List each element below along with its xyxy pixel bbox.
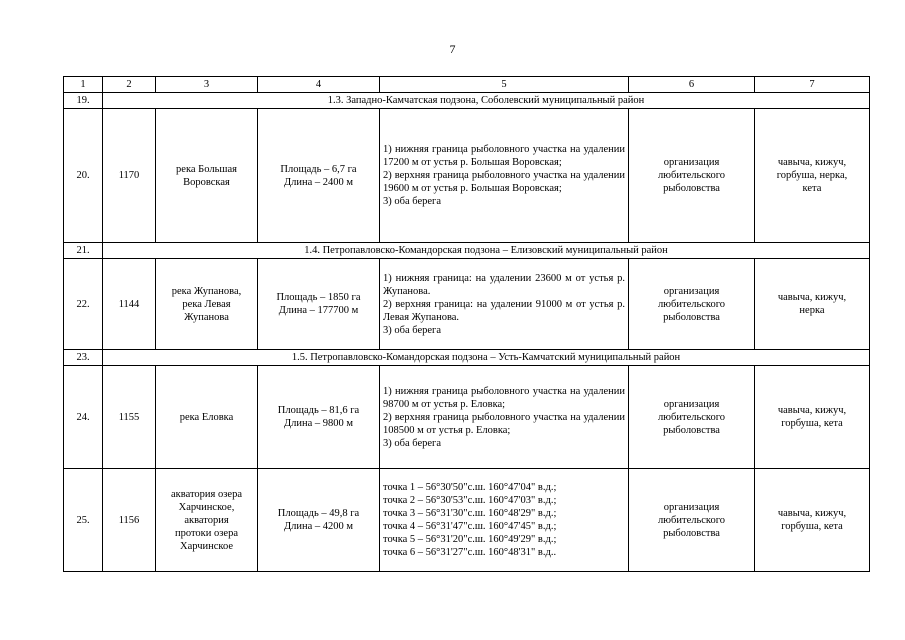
fishing-areas-table — [63, 76, 870, 572]
water-body-name: река Жупанова, река Левая Жупанова — [156, 259, 258, 350]
boundary-description — [380, 259, 629, 350]
description-line: 2) верхняя граница: на удалении 91000 м от устья р. Левая Жупанова. — [383, 298, 625, 323]
usage-purpose: организация любительского рыболовства — [629, 259, 755, 350]
table-row — [64, 469, 870, 572]
table-row — [64, 109, 870, 243]
water-body-name: акватория озера Харчинское, акватория протоки озера Харчинское — [156, 469, 258, 572]
page-number: 7 — [449, 42, 456, 56]
section-row — [64, 350, 870, 366]
area-size: Площадь – 81,6 га Длина – 9800 м — [258, 366, 380, 469]
row-number: 24. — [64, 366, 103, 469]
water-body-name: река Большая Воровская — [156, 109, 258, 243]
water-body-name: река Еловка — [156, 366, 258, 469]
area-code: 1156 — [103, 469, 156, 572]
fish-species: чавыча, кижуч, горбуша, кета — [755, 366, 870, 469]
row-number: 21. — [64, 243, 103, 259]
section-title: 1.5. Петропавловско-Командорская подзона – Усть-Камчатский муниципальный район — [103, 350, 870, 366]
fish-species: чавыча, кижуч, горбуша, кета — [755, 469, 870, 572]
section-title: 1.4. Петропавловско-Командорская подзона – Елизовский муниципальный район — [103, 243, 870, 259]
usage-purpose: организация любительского рыболовства — [629, 109, 755, 243]
description-line: точка 3 – 56°31'30"с.ш. 160°48'29" в.д.; — [383, 508, 557, 519]
description-line: 2) верхняя граница рыболовного участка на удалении 19600 м от устья р. Большая Воровская; — [383, 170, 625, 194]
table-row — [64, 259, 870, 350]
description-line: точка 4 – 56°31'47"с.ш. 160°47'45" в.д.; — [383, 521, 557, 532]
boundary-description — [380, 366, 629, 469]
column-number: 1 — [64, 77, 103, 93]
usage-purpose: организация любительского рыболовства — [629, 469, 755, 572]
usage-purpose: организация любительского рыболовства — [629, 366, 755, 469]
row-number: 25. — [64, 469, 103, 572]
column-number: 3 — [156, 77, 258, 93]
section-title: 1.3. Западно-Камчатская подзона, Соболевский муниципальный район — [103, 93, 870, 109]
boundary-description — [380, 469, 629, 572]
description-line: 1) нижняя граница: на удалении 23600 м от устья р. Жупанова. — [383, 272, 625, 297]
row-number: 20. — [64, 109, 103, 243]
section-row — [64, 93, 870, 109]
description-line: 3) оба берега — [383, 437, 441, 449]
row-number: 22. — [64, 259, 103, 350]
description-line: 1) нижняя граница рыболовного участка на удалении 98700 м от устья р. Еловка; — [383, 385, 625, 410]
description-line: 3) оба берега — [383, 324, 441, 336]
description-line: 2) верхняя граница рыболовного участка на удалении 108500 м от устья р. Еловка; — [383, 411, 625, 436]
column-number: 6 — [629, 77, 755, 93]
section-row — [64, 243, 870, 259]
boundary-description — [380, 109, 629, 243]
area-size: Площадь – 6,7 га Длина – 2400 м — [258, 109, 380, 243]
area-code: 1170 — [103, 109, 156, 243]
column-number-row — [64, 77, 870, 93]
column-number: 4 — [258, 77, 380, 93]
description-line: точка 2 – 56°30'53"с.ш. 160°47'03" в.д.; — [383, 495, 557, 506]
area-code: 1155 — [103, 366, 156, 469]
area-size: Площадь – 49,8 га Длина – 4200 м — [258, 469, 380, 572]
row-number: 19. — [64, 93, 103, 109]
row-number: 23. — [64, 350, 103, 366]
column-number: 2 — [103, 77, 156, 93]
fish-species: чавыча, кижуч, нерка — [755, 259, 870, 350]
area-size: Площадь – 1850 га Длина – 177700 м — [258, 259, 380, 350]
description-line: точка 5 – 56°31'20"с.ш. 160°49'29" в.д.; — [383, 534, 557, 545]
description-line: точка 6 – 56°31'27"с.ш. 160°48'31" в.д.. — [383, 547, 557, 558]
table-row — [64, 366, 870, 469]
description-line: 1) нижняя граница рыболовного участка на удалении 17200 м от устья р. Большая Воровская; — [383, 144, 625, 168]
description-line: 3) оба берега — [383, 196, 441, 207]
column-number: 7 — [755, 77, 870, 93]
column-number: 5 — [380, 77, 629, 93]
fish-species: чавыча, кижуч, горбуша, нерка, кета — [755, 109, 870, 243]
description-line: точка 1 – 56°30'50"с.ш. 160°47'04" в.д.; — [383, 482, 557, 493]
area-code: 1144 — [103, 259, 156, 350]
